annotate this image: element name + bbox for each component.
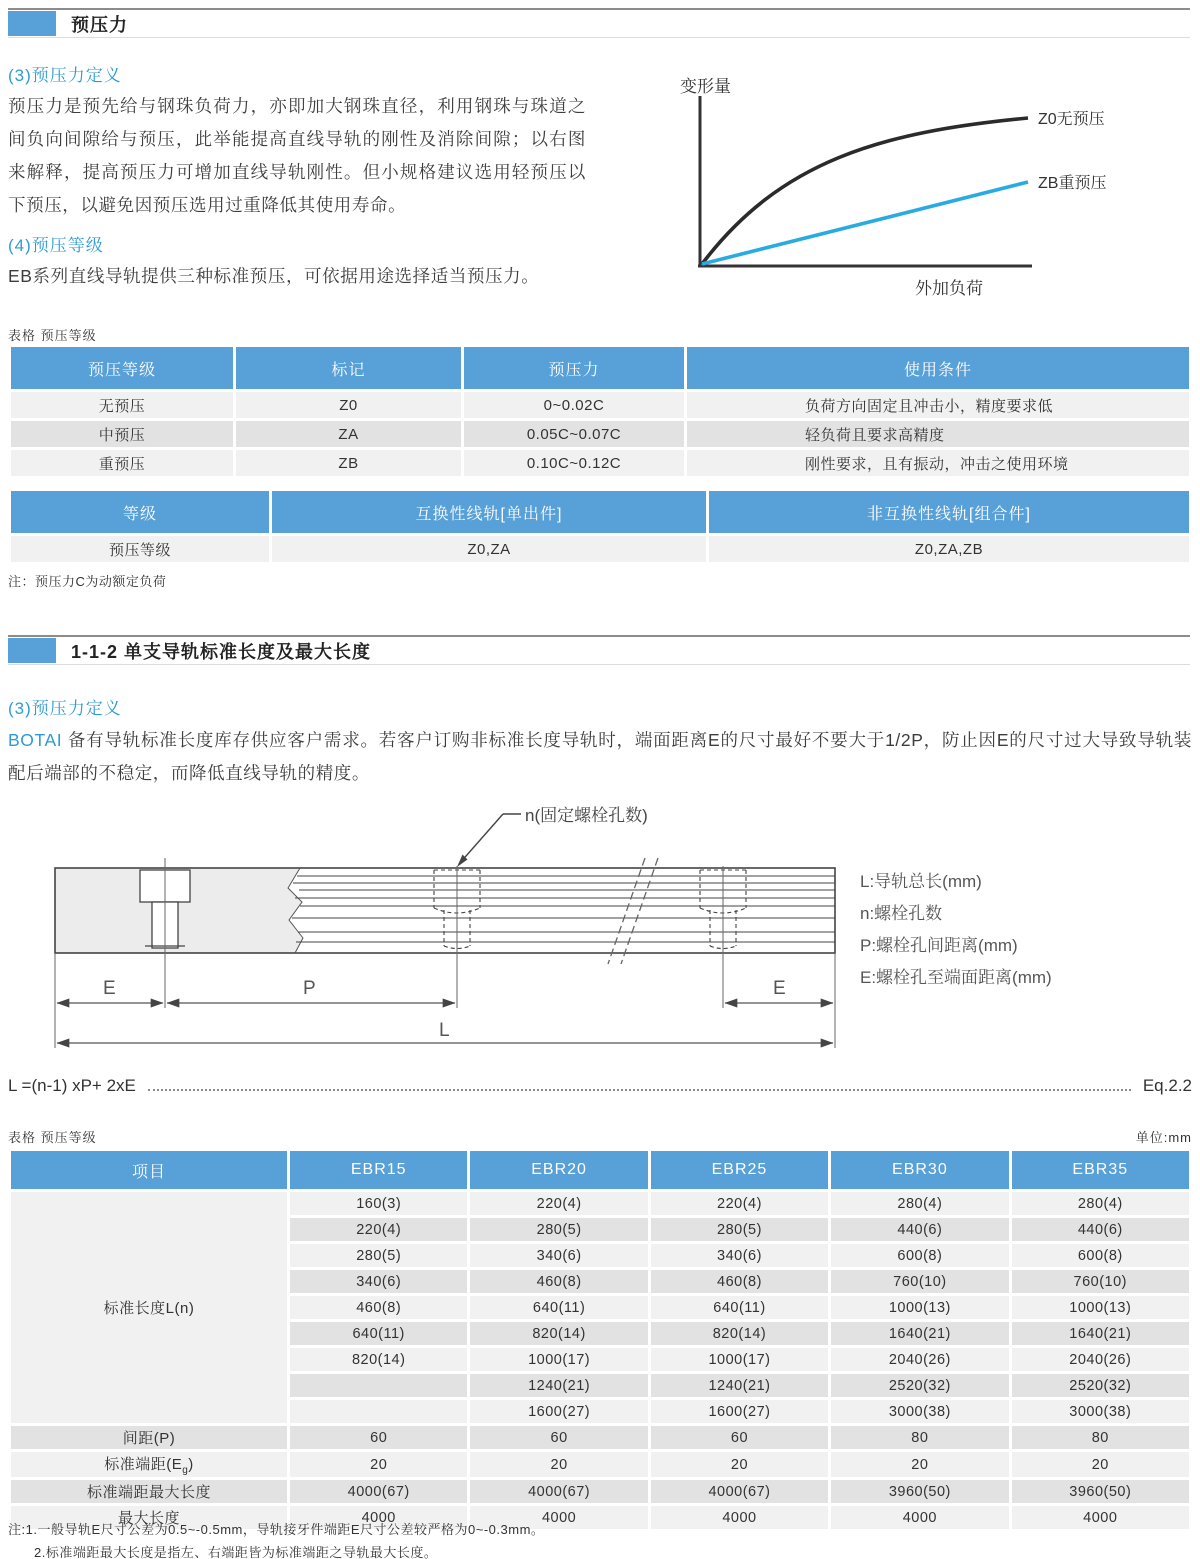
table-cell: 220(4) bbox=[290, 1218, 467, 1241]
table-cell: 60 bbox=[470, 1426, 647, 1449]
table-cell: 20 bbox=[1012, 1452, 1189, 1477]
row-label: 标准端距最大长度 bbox=[11, 1480, 287, 1503]
table-cell: 600(8) bbox=[1012, 1244, 1189, 1267]
table-cell: 640(11) bbox=[651, 1296, 828, 1319]
table-cell: 3000(38) bbox=[831, 1400, 1008, 1423]
deformation-load-chart bbox=[650, 66, 1195, 306]
row-label-standard-length: 标准长度L(n) bbox=[11, 1192, 287, 1423]
table-header-row bbox=[11, 1151, 1189, 1189]
row-label bbox=[11, 1452, 287, 1477]
column-header: EBR30 bbox=[831, 1151, 1008, 1189]
table-cell: 4000(67) bbox=[290, 1480, 467, 1503]
heading-preload-grade: (4)预压等级 bbox=[8, 236, 104, 255]
chart-label-zb: ZB重预压 bbox=[1038, 175, 1107, 192]
section-title: 1-1-2 单支导轨标准长度及最大长度 bbox=[71, 641, 372, 662]
table-cell: 4000 bbox=[651, 1506, 828, 1529]
table-cell: 460(8) bbox=[290, 1296, 467, 1319]
table-cell: 760(10) bbox=[831, 1270, 1008, 1293]
table-cell: 1600(27) bbox=[651, 1400, 828, 1423]
table-cell bbox=[290, 1400, 467, 1423]
table-cell: 820(14) bbox=[651, 1322, 828, 1345]
table-cell: 460(8) bbox=[470, 1270, 647, 1293]
table3-note-2: 2.标准端距最大长度是指左、右端距皆为标准端距之导轨最大长度。 bbox=[34, 1545, 438, 1559]
table-row bbox=[11, 1192, 1189, 1215]
table-cell: 2520(32) bbox=[831, 1374, 1008, 1397]
table-cell: 1640(21) bbox=[831, 1322, 1008, 1345]
table-cell: 轻负荷且要求高精度 bbox=[687, 421, 1189, 447]
column-header: 互换性线轨[单出件] bbox=[272, 491, 706, 533]
heading-length-definition: (3)预压力定义 bbox=[8, 699, 122, 718]
brand-name: BOTAI bbox=[8, 730, 63, 750]
table-cell: 340(6) bbox=[290, 1270, 467, 1293]
dim-label-e-left: E bbox=[103, 978, 116, 999]
table3-caption-row bbox=[8, 1127, 1192, 1146]
table-cell: 预压等级 bbox=[11, 536, 269, 562]
dim-label-p: P bbox=[303, 978, 316, 999]
table-cell: 负荷方向固定且冲击小，精度要求低 bbox=[687, 392, 1189, 418]
table-header-row bbox=[11, 347, 1189, 389]
break-lines bbox=[608, 858, 658, 964]
table-cell: 80 bbox=[1012, 1426, 1189, 1449]
table-row-end-distance bbox=[11, 1452, 1189, 1477]
table-cell: 60 bbox=[651, 1426, 828, 1449]
table-cell: 440(6) bbox=[1012, 1218, 1189, 1241]
paragraph-length bbox=[8, 724, 1192, 790]
row-label-text: 标准端距(E bbox=[104, 1456, 183, 1473]
table-cell: 1240(21) bbox=[470, 1374, 647, 1397]
table-cell: 280(5) bbox=[290, 1244, 467, 1267]
table-cell: 1240(21) bbox=[651, 1374, 828, 1397]
callout-leader-diagonal bbox=[459, 814, 503, 864]
table-row-pitch bbox=[11, 1426, 1189, 1449]
table-cell: 4000(67) bbox=[470, 1480, 647, 1503]
table-cell: Z0,ZA bbox=[272, 536, 706, 562]
column-header: EBR25 bbox=[651, 1151, 828, 1189]
table-cell: 1000(13) bbox=[1012, 1296, 1189, 1319]
equation-formula: L =(n-1) xP+ 2xE bbox=[8, 1076, 136, 1095]
table-cell: 3960(50) bbox=[831, 1480, 1008, 1503]
table-cell: 460(8) bbox=[651, 1270, 828, 1293]
table-cell: 4000 bbox=[831, 1506, 1008, 1529]
table-cell: 20 bbox=[470, 1452, 647, 1477]
table-cell: 600(8) bbox=[831, 1244, 1008, 1267]
table-cell: 340(6) bbox=[651, 1244, 828, 1267]
table-cell: ZB bbox=[236, 450, 461, 476]
table-cell: 0.10C~0.12C bbox=[464, 450, 684, 476]
paragraph-preload-grade: EB系列直线导轨提供三种标准预压，可依据用途选择适当预压力。 bbox=[8, 266, 540, 286]
table-cell: 160(3) bbox=[290, 1192, 467, 1215]
table-cell: 4000(67) bbox=[651, 1480, 828, 1503]
table-cell: Z0 bbox=[236, 392, 461, 418]
section-header-length bbox=[8, 635, 1190, 665]
blue-square-marker bbox=[8, 638, 56, 663]
table-cell: 4000 bbox=[1012, 1506, 1189, 1529]
table-row bbox=[11, 392, 1189, 418]
table-cell: 220(4) bbox=[651, 1192, 828, 1215]
preload-grade-table bbox=[8, 344, 1192, 479]
table-cell: 1000(17) bbox=[470, 1348, 647, 1371]
table-cell: 1600(27) bbox=[470, 1400, 647, 1423]
column-header: EBR20 bbox=[470, 1151, 647, 1189]
table-cell: Z0,ZA,ZB bbox=[709, 536, 1189, 562]
table-cell bbox=[290, 1374, 467, 1397]
column-header: EBR35 bbox=[1012, 1151, 1189, 1189]
table-cell: 0.05C~0.07C bbox=[464, 421, 684, 447]
table-cell: 2520(32) bbox=[1012, 1374, 1189, 1397]
table-cell: 280(5) bbox=[470, 1218, 647, 1241]
column-header: 项目 bbox=[11, 1151, 287, 1189]
dim-label-e-right: E bbox=[773, 978, 786, 999]
table-cell: 1000(13) bbox=[831, 1296, 1008, 1319]
row-label-subscript: g bbox=[182, 1465, 189, 1476]
table-cell: 2040(26) bbox=[831, 1348, 1008, 1371]
chart-x-axis-label: 外加负荷 bbox=[915, 279, 983, 298]
table-cell: 3000(38) bbox=[1012, 1400, 1189, 1423]
table-cell: 220(4) bbox=[470, 1192, 647, 1215]
table-cell: 280(4) bbox=[831, 1192, 1008, 1215]
table-cell: 2040(26) bbox=[1012, 1348, 1189, 1371]
table-cell: 340(6) bbox=[470, 1244, 647, 1267]
column-header: 预压力 bbox=[464, 347, 684, 389]
table3-caption: 表格 预压等级 bbox=[8, 1130, 97, 1145]
table-cell: 20 bbox=[831, 1452, 1008, 1477]
paragraph-preload-definition: 预压力是预先给与钢珠负荷力，亦即加大钢珠直径，利用钢珠与珠道之间负向间隙给与预压，此举能提高直线导轨的刚性及消除间隙；以右图来解释，提高预压力可增加直线导轨刚性。但小规格建议选用轻预压以下预压，以避免因预压选用过重降低其使用寿命。 bbox=[8, 96, 586, 215]
blue-square-marker bbox=[8, 11, 56, 36]
table-row bbox=[11, 450, 1189, 476]
table-cell: 4000 bbox=[470, 1506, 647, 1529]
column-header: 使用条件 bbox=[687, 347, 1189, 389]
equation-row bbox=[8, 1076, 1192, 1096]
table1-caption: 表格 预压等级 bbox=[8, 328, 97, 343]
table-cell: 760(10) bbox=[1012, 1270, 1189, 1293]
rail-groove-lines bbox=[292, 876, 835, 942]
legend-l: L:导轨总长(mm) bbox=[860, 872, 982, 891]
table-cell: 640(11) bbox=[290, 1322, 467, 1345]
column-header: 非互换性线轨[组合件] bbox=[709, 491, 1189, 533]
column-header: EBR15 bbox=[290, 1151, 467, 1189]
legend-n: n:螺栓孔数 bbox=[860, 904, 943, 923]
dim-label-l: L bbox=[439, 1020, 450, 1041]
chart-label-z0: Z0无预压 bbox=[1038, 111, 1105, 128]
table-row bbox=[11, 536, 1189, 562]
column-header: 等级 bbox=[11, 491, 269, 533]
legend-e: E:螺栓孔至端面距离(mm) bbox=[860, 968, 1052, 987]
table-cell: 820(14) bbox=[290, 1348, 467, 1371]
row-label: 最大长度 bbox=[11, 1506, 287, 1529]
table-cell: 重预压 bbox=[11, 450, 233, 476]
table-cell: 1000(17) bbox=[651, 1348, 828, 1371]
equation-number: Eq.2.2 bbox=[1142, 1076, 1192, 1095]
table-cell: 20 bbox=[290, 1452, 467, 1477]
table-cell: 80 bbox=[831, 1426, 1008, 1449]
rail-dimension-diagram bbox=[45, 790, 1195, 1062]
column-header: 预压等级 bbox=[11, 347, 233, 389]
section-header-preload bbox=[8, 8, 1190, 38]
heading-preload-definition: (3)预压力定义 bbox=[8, 66, 122, 85]
table-cell: 280(4) bbox=[1012, 1192, 1189, 1215]
table-cell: 280(5) bbox=[651, 1218, 828, 1241]
row-label-text: ) bbox=[188, 1456, 194, 1473]
table-cell: 820(14) bbox=[470, 1322, 647, 1345]
table2-note: 注：预压力C为动额定负荷 bbox=[8, 574, 167, 589]
callout-label: n(固定螺栓孔数) bbox=[525, 806, 648, 825]
table-cell: 20 bbox=[651, 1452, 828, 1477]
table-row bbox=[11, 421, 1189, 447]
table-cell: 440(6) bbox=[831, 1218, 1008, 1241]
table-cell: 中预压 bbox=[11, 421, 233, 447]
table-cell: ZA bbox=[236, 421, 461, 447]
paragraph-length-text: 备有导轨标准长度库存供应客户需求。若客户订购非标准长度导轨时，端面距离E的尺寸最好不要大于1/2P，防止因E的尺寸过大导致导轨装配后端部的不稳定，而降低直线导轨的精度。 bbox=[8, 730, 1192, 783]
table3-note-1: 注:1.一般导轨E尺寸公差为0.5~-0.5mm，导轨接牙件端距E尺寸公差较严格为0~-0.3mm。 bbox=[8, 1522, 545, 1537]
chart-curve-z0 bbox=[702, 118, 1028, 264]
chart-line-zb bbox=[702, 182, 1028, 264]
chart-y-axis-label: 变形量 bbox=[680, 77, 731, 96]
table-cell: 1640(21) bbox=[1012, 1322, 1189, 1345]
row-label: 间距(P) bbox=[11, 1426, 287, 1449]
table-cell: 60 bbox=[290, 1426, 467, 1449]
equation-dot-leader bbox=[148, 1077, 1131, 1091]
table3-unit: 单位:mm bbox=[1135, 1130, 1192, 1145]
table-cell: 刚性要求，且有振动，冲击之使用环境 bbox=[687, 450, 1189, 476]
table-cell: 640(11) bbox=[470, 1296, 647, 1319]
table-cell: 0~0.02C bbox=[464, 392, 684, 418]
legend-p: P:螺栓孔间距离(mm) bbox=[860, 936, 1018, 955]
standard-length-table bbox=[8, 1148, 1192, 1532]
page-title: 预压力 bbox=[71, 14, 128, 35]
table-row-std-end-max bbox=[11, 1480, 1189, 1503]
table-header-row bbox=[11, 491, 1189, 533]
table-cell: 4000 bbox=[290, 1506, 467, 1529]
interchangeability-table bbox=[8, 488, 1192, 565]
table-cell: 3960(50) bbox=[1012, 1480, 1189, 1503]
table-cell: 无预压 bbox=[11, 392, 233, 418]
column-header: 标记 bbox=[236, 347, 461, 389]
